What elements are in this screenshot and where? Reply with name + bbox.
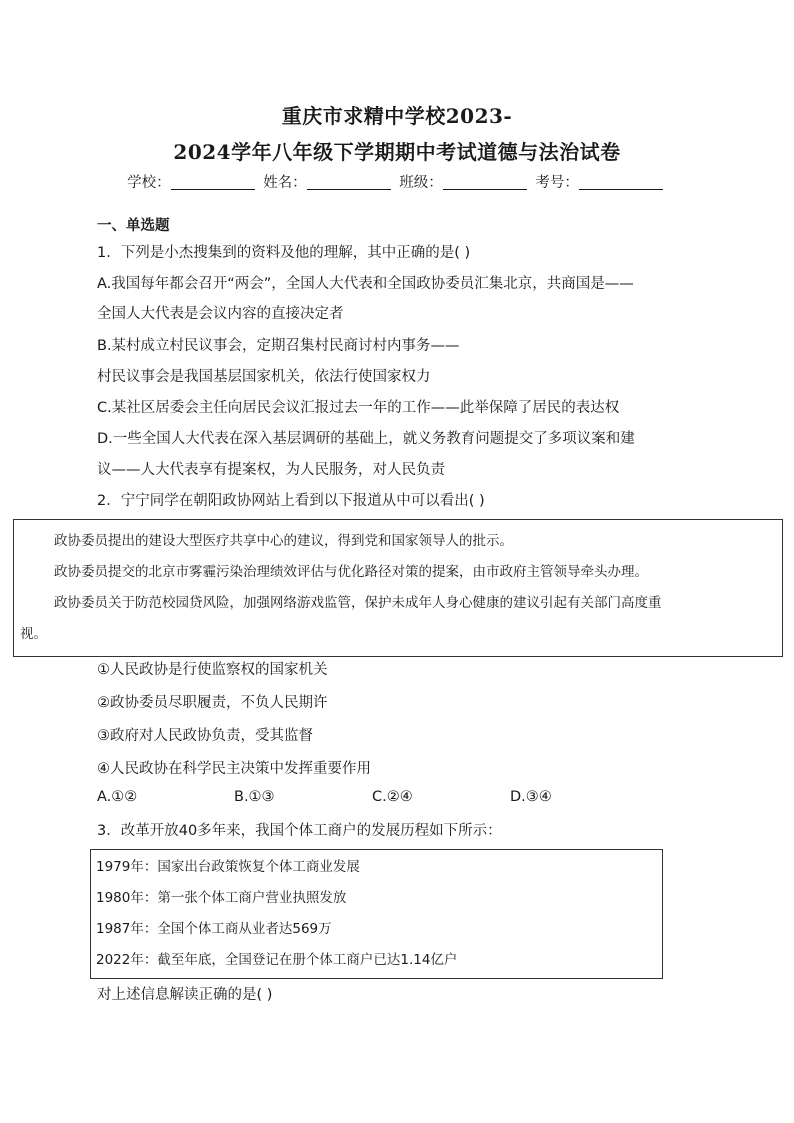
- q3-timeline-box: [90, 849, 663, 979]
- q2-statement-2: ②政协委员尽职履责，不负人民期许: [97, 695, 328, 711]
- exam-number-blank[interactable]: [579, 175, 663, 190]
- q3-timeline-line: 1987年：全国个体工商从业者达569万: [96, 921, 332, 937]
- q2-choice-c: C.②④: [372, 789, 413, 805]
- q3-stem: 3．改革开放40多年来，我国个体工商户的发展历程如下所示：: [97, 823, 502, 839]
- q1-option-c: C.某社区居委会主任向居民会议汇报过去一年的工作——此举保障了居民的表达权: [97, 400, 620, 416]
- q2-stem: 2．宁宁同学在朝阳政协网站上看到以下报道从中可以看出( ): [97, 493, 485, 509]
- exam-number-label: 考号：: [535, 175, 579, 191]
- student-info-row: [0, 171, 794, 192]
- q2-choice-d: D.③④: [510, 789, 552, 805]
- section-title: 一、单选题: [97, 218, 170, 234]
- class-blank[interactable]: [443, 175, 527, 190]
- q1-stem: 1．下列是小杰搜集到的资料及他的理解，其中正确的是( ): [97, 245, 471, 261]
- q2-news-line: 政协委员提交的北京市雾霾污染治理绩效评估与优化路径对策的提案，由市政府主管领导牵头办理。: [54, 564, 648, 580]
- q1-option-b-line2: 村民议事会是我国基层国家机关，依法行使国家权力: [97, 369, 431, 385]
- class-label: 班级：: [399, 175, 443, 191]
- q2-statement-4: ④人民政协在科学民主决策中发挥重要作用: [97, 761, 371, 777]
- q2-news-line: 政协委员关于防范校园贷风险，加强网络游戏监管，保护未成年人身心健康的建议引起有关部门高度重: [54, 595, 662, 611]
- q3-timeline-line: 1979年：国家出台政策恢复个体工商业发展: [96, 859, 360, 875]
- school-blank[interactable]: [171, 175, 255, 190]
- q2-statement-3: ③政府对人民政协负责，受其监督: [97, 728, 313, 744]
- q2-statement-1: ①人民政协是行使监察权的国家机关: [97, 662, 328, 678]
- school-label: 学校：: [127, 175, 171, 191]
- name-label: 姓名：: [263, 175, 307, 191]
- name-blank[interactable]: [307, 175, 391, 190]
- q1-option-a-line2: 全国人大代表是会议内容的直接决定者: [97, 306, 344, 322]
- q2-choice-b: B.①③: [234, 789, 275, 805]
- q1-option-b-line1: B.某村成立村民议事会，定期召集村民商讨村内事务——: [97, 338, 460, 354]
- q1-option-d-line1: D.一些全国人大代表在深入基层调研的基础上，就义务教育问题提交了多项议案和建: [97, 431, 635, 447]
- exam-title-line1: 重庆市求精中学校2023-: [281, 104, 513, 128]
- q3-tail: 对上述信息解读正确的是( ): [97, 987, 273, 1003]
- q2-news-line: 视。: [20, 626, 47, 642]
- exam-title-line2: 2024学年八年级下学期期中考试道德与法治试卷: [173, 140, 621, 164]
- q1-option-a-line1: A.我国每年都会召开“两会”，全国人大代表和全国政协委员汇集北京，共商国是——: [97, 276, 634, 292]
- q1-option-d-line2: 议——人大代表享有提案权，为人民服务，对人民负责: [97, 462, 445, 478]
- q2-news-box: [13, 519, 783, 657]
- q3-timeline-line: 1980年：第一张个体工商户营业执照发放: [96, 890, 347, 906]
- q3-timeline-line: 2022年：截至年底，全国登记在册个体工商户已达1.14亿户: [96, 952, 458, 968]
- q2-news-line: 政协委员提出的建设大型医疗共享中心的建议，得到党和国家领导人的批示。: [54, 533, 513, 549]
- q2-choice-a: A.①②: [97, 789, 138, 805]
